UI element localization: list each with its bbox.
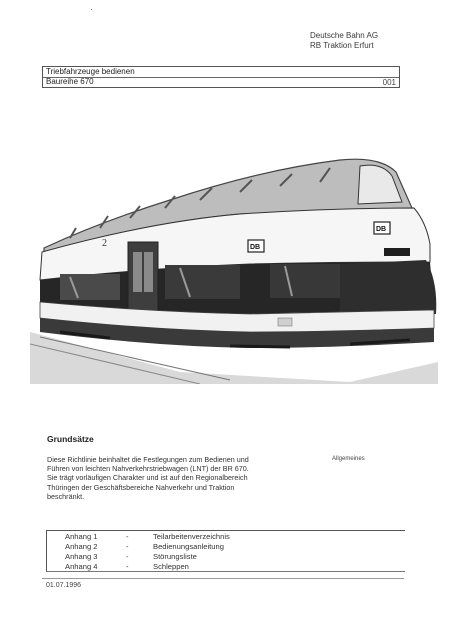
annex-title: Schleppen (153, 562, 189, 571)
body-line: beschränkt. (47, 491, 85, 501)
annex-dash: - (126, 532, 129, 541)
annex-label: Anhang 3 (65, 552, 98, 561)
annex-dash: - (126, 562, 129, 571)
annex-title: Teilarbeitenverzeichnis (153, 532, 230, 541)
body-line: Diese Richtlinie beinhaltet die Festlegungen zum Bedienen und (47, 455, 249, 464)
company-name: Deutsche Bahn AG (310, 31, 379, 40)
db-logo-side: DB (250, 244, 261, 251)
annex-dash: - (126, 542, 129, 551)
annex-list (46, 530, 405, 572)
annex-label: Anhang 4 (65, 562, 98, 571)
car-number: 2 (102, 238, 107, 249)
body-line: Thüringen der Geschäftsbereiche Nahverkehr und Traktion (47, 482, 235, 492)
annex-dash: - (126, 552, 129, 561)
annex-title: Störungsliste (153, 552, 197, 561)
header-divider (43, 77, 399, 78)
side-label: Allgemeines (332, 456, 365, 462)
footer-divider (42, 578, 404, 579)
railcar-illustration (30, 159, 438, 384)
scan-speck (91, 9, 92, 10)
unit-name: RB Traktion Erfurt (310, 41, 374, 50)
document-header (42, 66, 400, 88)
annex-title: Bedienungsanleitung (153, 542, 224, 551)
annex-label: Anhang 1 (65, 532, 98, 541)
railcar-photo (30, 152, 438, 384)
issue-date: 01.07.1996 (46, 582, 82, 589)
section-title: Grundsätze (47, 434, 94, 444)
body-line: Sie trägt vorläufigen Charakter und ist auf den Regionalbereich (47, 473, 248, 483)
document-number: 001 (382, 78, 396, 87)
body-paragraph (47, 455, 309, 501)
organization-block (310, 31, 378, 51)
header-title: Triebfahrzeuge bedienen (46, 67, 135, 76)
header-series: Baureihe 670 (46, 77, 94, 86)
annex-label: Anhang 2 (65, 542, 98, 551)
db-logo-front: DB (376, 226, 387, 233)
body-line: Führen von leichten Nahverkehrstriebwagen (LNT) der BR 670. (47, 464, 249, 474)
